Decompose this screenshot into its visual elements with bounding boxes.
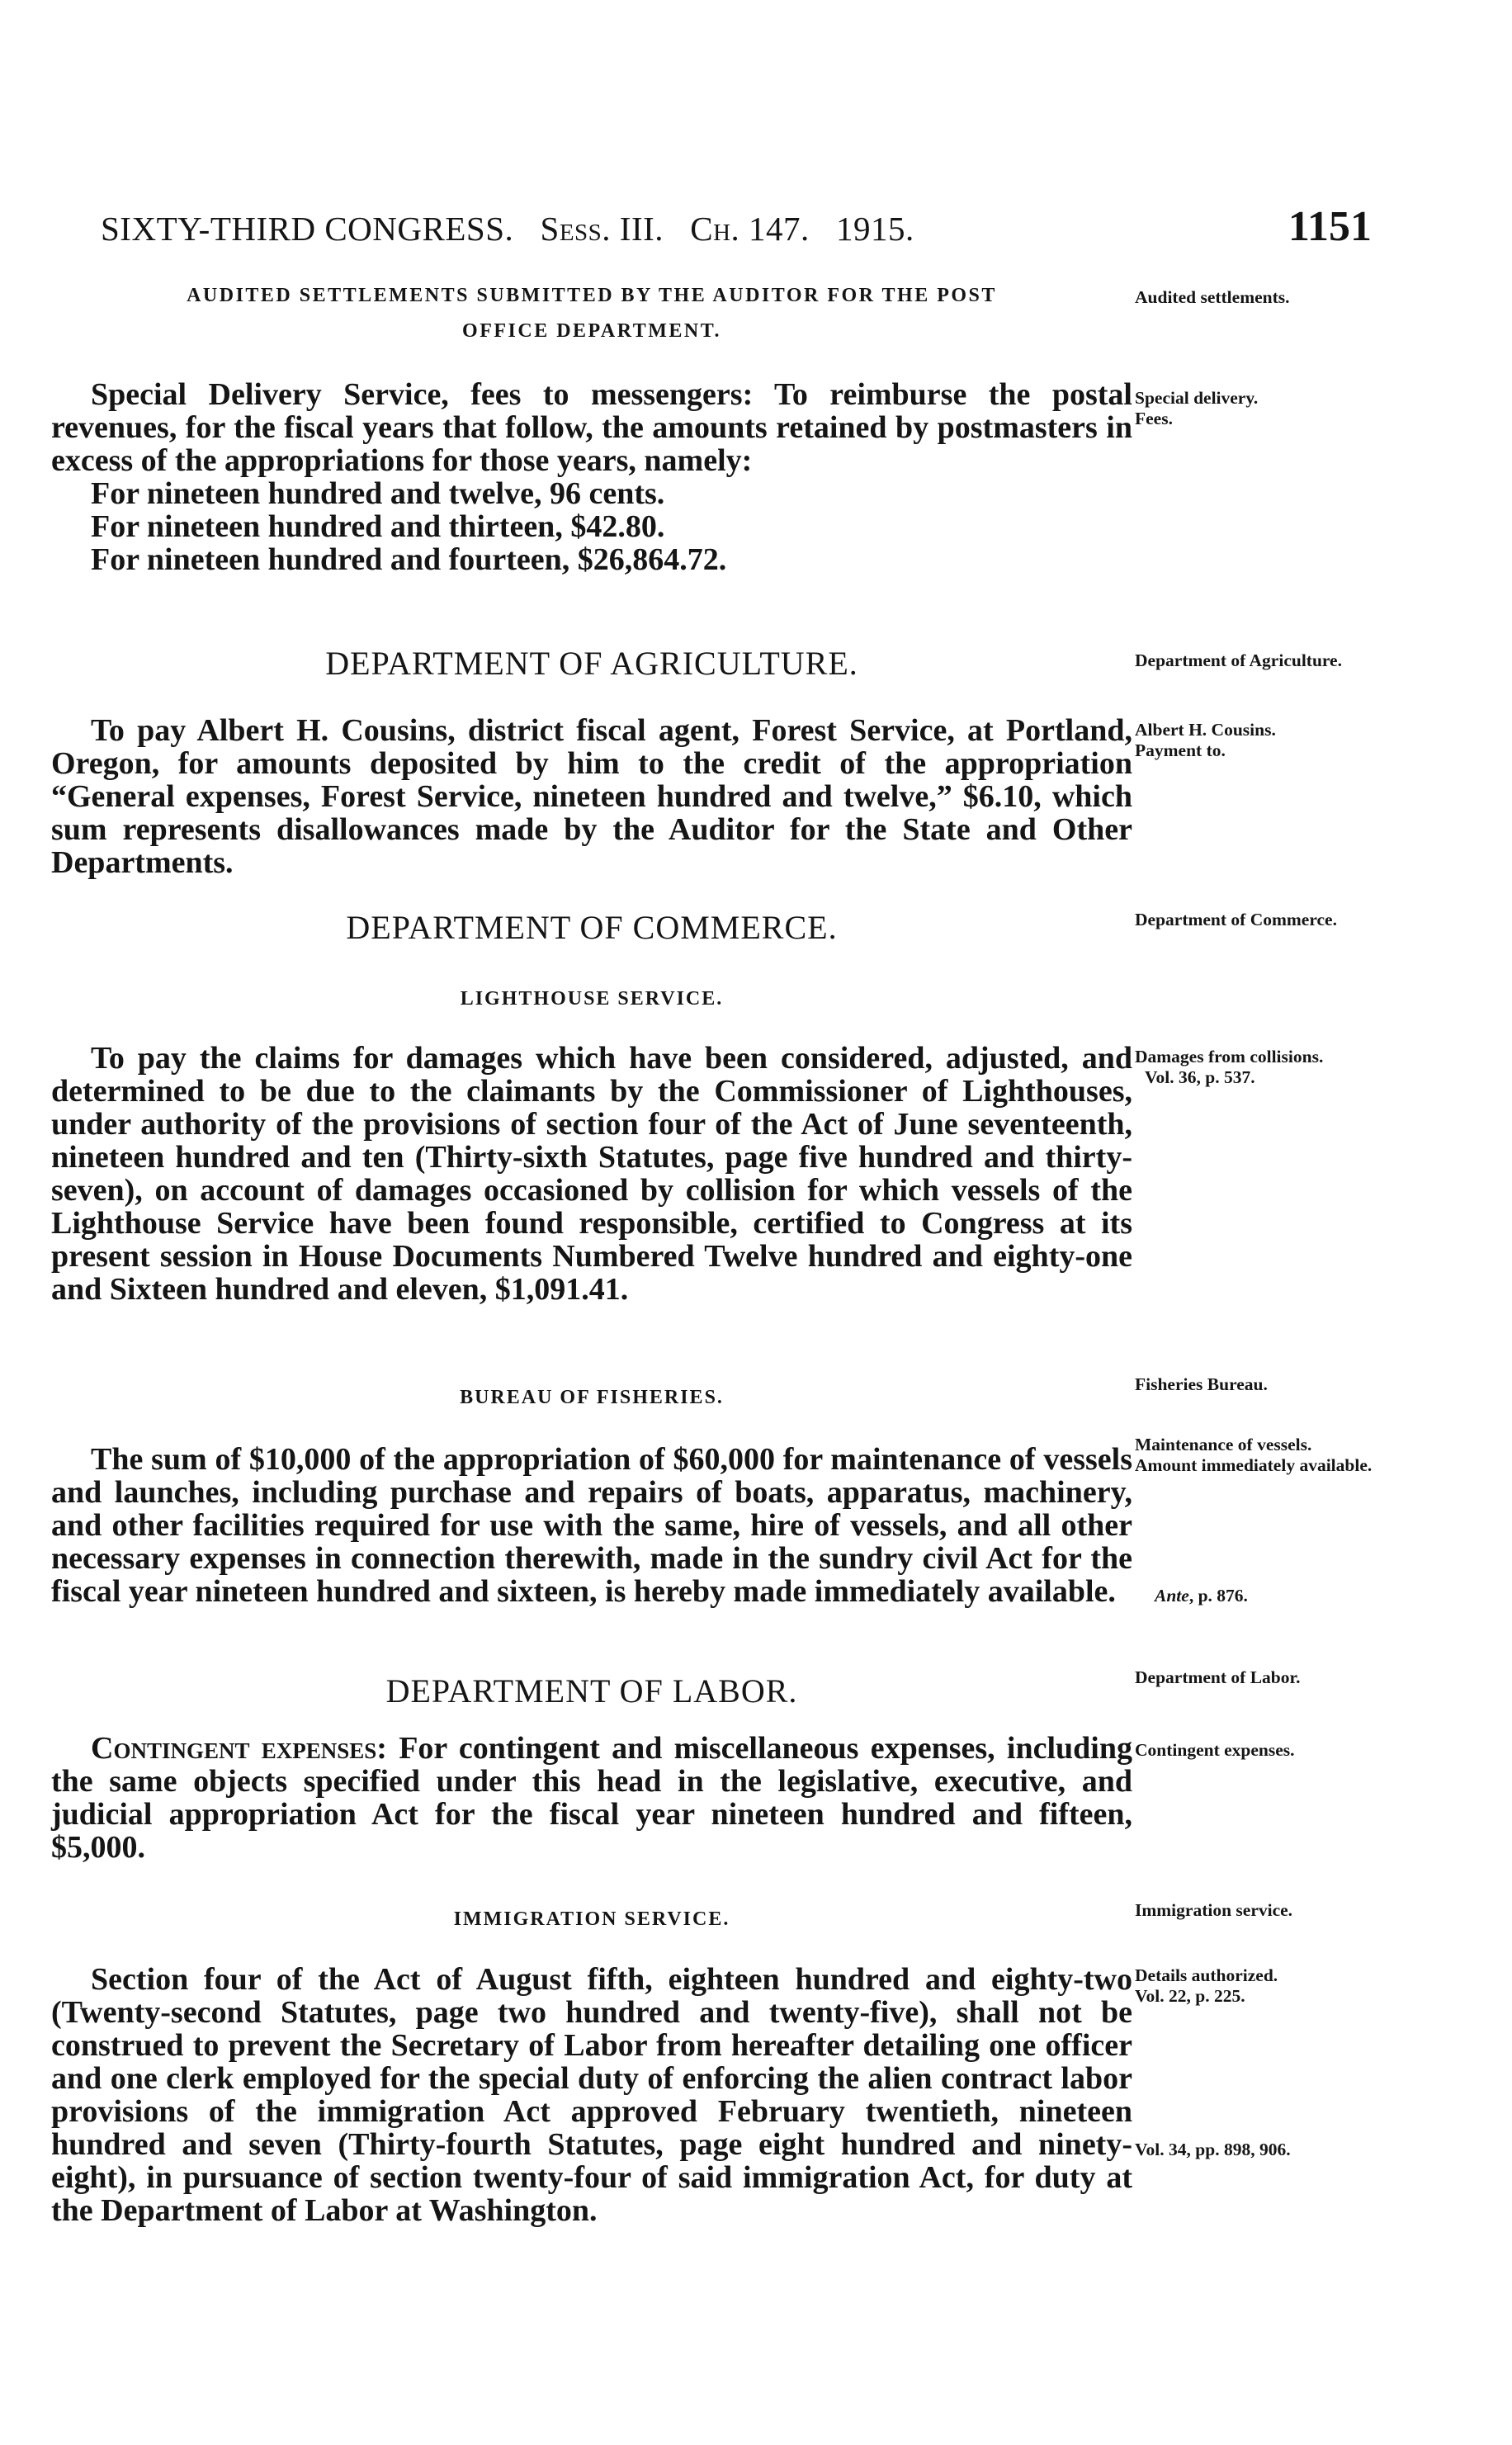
margin-maintenance-vessels: Maintenance of vessels. — [1135, 1435, 1312, 1454]
margin-ante-italic: Ante — [1155, 1586, 1189, 1606]
running-header — [101, 202, 1372, 260]
margin-commerce: Department of Commerce. — [1135, 910, 1337, 929]
contingent-paragraph — [51, 1732, 1132, 1864]
margin-labor: Department of Labor. — [1135, 1667, 1301, 1687]
running-title — [101, 209, 914, 248]
margin-cousins-name: Albert H. Cousins. — [1135, 720, 1276, 740]
margin-audited-settlements: Audited settlements. — [1135, 287, 1290, 307]
audited-heading-line1: AUDITED SETTLEMENTS SUBMITTED BY THE AUDITOR FOR THE POST — [187, 285, 997, 306]
margin-cousins — [1135, 720, 1382, 760]
margin-details-authorized: Details authorized. — [1135, 1965, 1278, 1985]
margin-contingent: Contingent expenses. — [1135, 1740, 1295, 1760]
margin-fisheries-bureau: Fisheries Bureau. — [1135, 1374, 1268, 1394]
amount-1912: For nineteen hundred and twelve, 96 cents. — [91, 476, 665, 511]
year-label: 1915. — [836, 210, 914, 248]
agriculture-heading: DEPARTMENT OF AGRICULTURE. — [325, 645, 858, 682]
chapter-label: Ch. 147. — [690, 210, 810, 248]
lighthouse-block — [51, 1042, 1132, 1306]
audited-heading-line2: OFFICE DEPARTMENT. — [462, 320, 721, 342]
page-number: 1151 — [1288, 203, 1372, 250]
immigration-block — [51, 1963, 1132, 2227]
commerce-heading: DEPARTMENT OF COMMERCE. — [346, 909, 838, 946]
fisheries-subheading: BUREAU OF FISHERIES. — [460, 1387, 724, 1408]
margin-fees: Fees. — [1135, 408, 1173, 428]
margin-ante — [1135, 1586, 1402, 1606]
lighthouse-subheading: LIGHTHOUSE SERVICE. — [460, 988, 724, 1010]
margin-damages-collisions: Damages from collisions. — [1135, 1047, 1324, 1066]
contingent-lead: Contingent expenses: — [91, 1731, 387, 1766]
amount-1914: For nineteen hundred and fourteen, $26,864.72. — [91, 542, 727, 577]
special-delivery-block — [51, 378, 1132, 576]
contingent-block — [51, 1732, 1132, 1864]
margin-vol36: Vol. 36, p. 537. — [1145, 1066, 1255, 1087]
session-label: Sess. III. — [540, 210, 664, 248]
amount-1913: For nineteen hundred and thirteen, $42.80. — [91, 509, 665, 544]
margin-ante-page: , p. 876. — [1188, 1586, 1248, 1606]
immigration-subheading: IMMIGRATION SERVICE. — [453, 1908, 730, 1930]
margin-payment-to: Payment to. — [1135, 740, 1226, 760]
margin-special-delivery-title: Special delivery. — [1135, 388, 1259, 408]
margin-special-delivery — [1135, 388, 1382, 428]
congress-title: SIXTY-THIRD CONGRESS. — [101, 210, 514, 248]
fisheries-block — [51, 1443, 1132, 1608]
margin-details — [1135, 1965, 1382, 2006]
agriculture-paragraph: To pay Albert H. Cousins, district fiscal agent, Forest Service, at Portland, Oregon, for amounts deposited by him to the credit of the appropriation “General expenses, Forest Service, nineteen hundred and twelve,” $6.10, which sum represents disallowances made by the Auditor for the State and Other Departments. — [51, 713, 1132, 880]
special-delivery-paragraph: Special Delivery Service, fees to messengers: To reimburse the postal revenues, for the fiscal years that follow, the amounts retained by postmasters in excess of the appropriations for those years, namely: — [51, 377, 1132, 478]
margin-damages — [1135, 1047, 1382, 1087]
margin-agriculture: Department of Agriculture. — [1135, 650, 1342, 670]
agriculture-block — [51, 714, 1132, 879]
labor-heading: DEPARTMENT OF LABOR. — [385, 1672, 798, 1710]
immigration-paragraph: Section four of the Act of August fifth, eighteen hundred and eighty-two (Twenty-second Statutes, page two hundred and twenty-five), shall not be construed to prevent the Secretary of Labor from hereafter detailing one officer and one clerk employed for the special duty of enforcing the alien contract labor provisions of the immigration Act approved February twentieth, nineteen hundred and seven (Thirty-fourth Statutes, page eight hundred and ninety-eight), in pursuance of section twenty-four of said immigration Act, for duty at the Department of Labor at Washington. — [51, 1962, 1132, 2228]
margin-amount-available: Amount immediately available. — [1135, 1454, 1373, 1475]
contingent-text: For contingent and miscellaneous expenses, including the same objects specified under this head in the legislative, executive, and judicial appropriation Act for the fiscal year nineteen hundred and fifteen, $5,000. — [51, 1731, 1132, 1865]
margin-vol34: Vol. 34, pp. 898, 906. — [1135, 2140, 1291, 2159]
lighthouse-paragraph: To pay the claims for damages which have been considered, adjusted, and determined to be due to the claimants by the Commissioner of Lighthouses, under authority of the provisions of section four of the Act of June seventeenth, nineteen hundred and ten (Thirty-sixth Statutes, page five hundred and thirty-seven), on account of damages occasioned by collision for which vessels of the Lighthouse Service have been found responsible, certified to Congress at its present session in House Documents Numbered Twelve hundred and eighty-one and Sixteen hundred and eleven, $1,091.41. — [51, 1041, 1132, 1307]
margin-maintenance — [1135, 1435, 1382, 1475]
margin-vol22: Vol. 22, p. 225. — [1135, 1985, 1245, 2006]
fisheries-paragraph: The sum of $10,000 of the appropriation of $60,000 for maintenance of vessels and launches, including purchase and repairs of boats, apparatus, machinery, and other facilities required for use with the same, hire of vessels, and all other necessary expenses in connection therewith, made in the sundry civil Act for the fiscal year nineteen hundred and sixteen, is hereby made immediately available. — [51, 1442, 1132, 1609]
margin-immigration: Immigration service. — [1135, 1900, 1293, 1920]
